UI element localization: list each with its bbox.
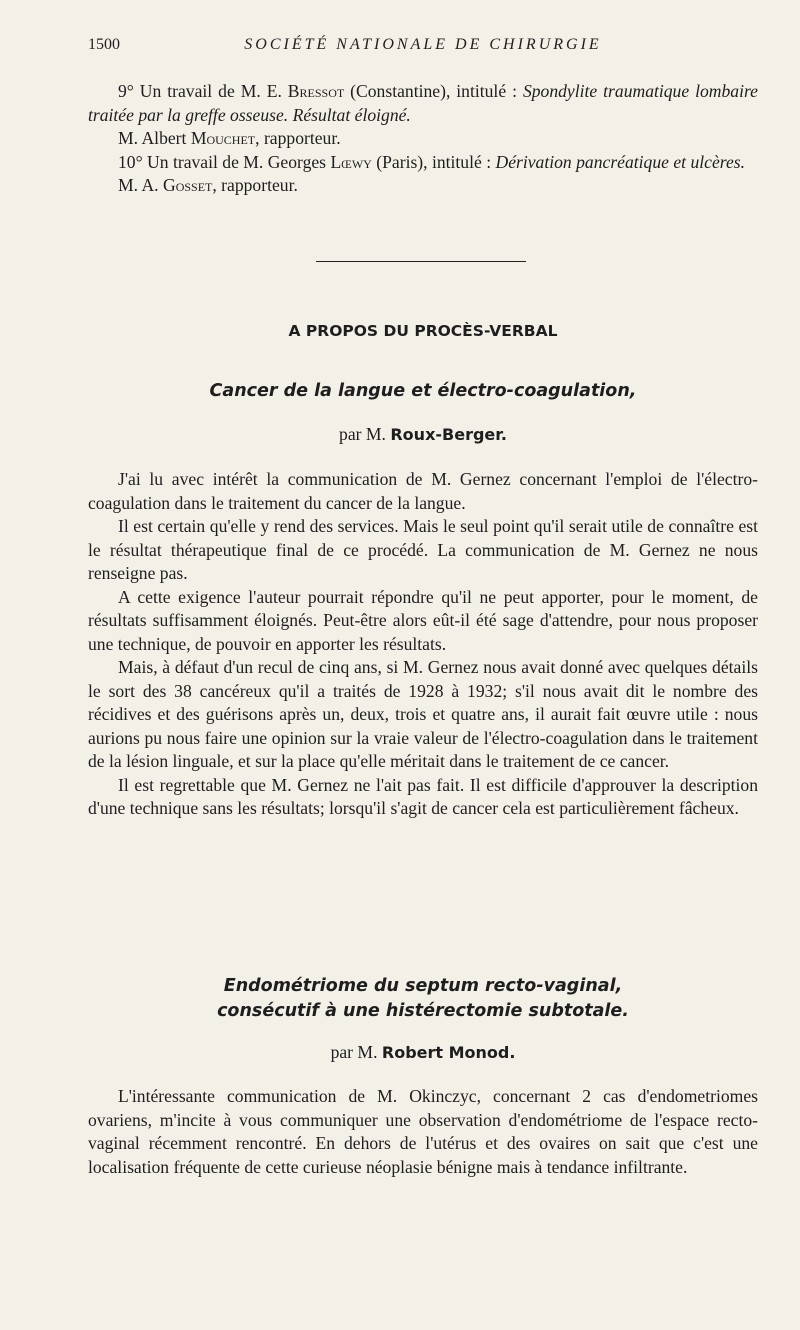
report-list — [88, 80, 758, 198]
rapporteur-line: M. A. Gosset, rapporteur. — [118, 175, 298, 195]
byline: par M. Robert Monod. — [330, 1042, 516, 1062]
author-name: Robert Monod. — [381, 1043, 516, 1062]
article-title: Cancer de la langue et électro-coagulation, — [209, 381, 637, 401]
paragraph: A cette exigence l'auteur pourrait répondre qu'il ne peut apporter, pour le moment, de résultats suffisamment éloignés. Peut-être alors eût-il été sage d'attendre, pour nous proposer une technique, de pouvoir en apporter les résultats. — [88, 586, 758, 654]
section-heading: A PROPOS DU PROCÈS-VERBAL — [288, 322, 558, 340]
list-item: 9° Un travail de M. E. Bressot (Constantine), intitulé : Spondylite traumatique lombaire traitée par la greffe osseuse. Résultat éloigné. — [88, 81, 758, 125]
byline: par M. Roux-Berger. — [339, 424, 507, 444]
author-name: Roux-Berger. — [390, 425, 507, 444]
paragraph: J'ai lu avec intérêt la communication de M. Gernez concernant l'emploi de l'électro-coagulation dans le traitement du cancer de la langue. — [88, 469, 758, 513]
paragraph: Il est certain qu'elle y rend des services. Mais le seul point qu'il serait utile de connaître est le résultat thérapeutique final de ce procédé. La communication de M. Gernez ne nous renseigne pas. — [88, 516, 758, 583]
page-number: 1500 — [88, 36, 120, 53]
running-title: SOCIÉTÉ NATIONALE DE CHIRURGIE — [244, 36, 602, 53]
article-body — [88, 1085, 758, 1179]
paragraph: Il est regrettable que M. Gernez ne l'ait pas fait. Il est difficile d'approuver la description d'une technique sans les résultats; lorsqu'il s'agit de cancer cela est particulièrement fâcheux. — [88, 774, 758, 818]
paragraph: Mais, à défaut d'un recul de cinq ans, si M. Gernez nous avait donné avec quelques détails le sort des 38 cancéreux qu'il a traités de 1928 à 1932; s'il nous avait dit le nombre des récidives et des guérisons après un, deux, trois et quatre ans, il aurait fait œuvre utile : nous aurions pu nous faire une opinion sur la vraie valeur de l'électro-coagulation dans le traitement de la lésion linguale, et sur la place qu'elle méritait dans le traitement de ce cancer. — [88, 657, 758, 771]
rapporteur-line: M. Albert Mouchet, rapporteur. — [118, 128, 341, 148]
list-item: 10° Un travail de M. Georges Lœwy (Paris), intitulé : Dérivation pancréatique et ulcères. — [118, 151, 745, 172]
paragraph: L'intéressante communication de M. Okinczyc, concernant 2 cas d'endometriomes ovariens, m'incite à vous communiquer une observation d'endométriome de l'espace recto-vaginal récemment rencontré. En dehors de l'utérus et des ovaires on sait que c'est une localisation fréquente de cette curieuse néoplasie bénigne mais à tendance infiltrante. — [88, 1086, 758, 1177]
section-divider — [316, 261, 526, 262]
article-title: Endométriome du septum recto-vaginal, consécutif à une histérectomie subtotale. — [217, 976, 629, 1021]
article-body — [88, 468, 758, 821]
